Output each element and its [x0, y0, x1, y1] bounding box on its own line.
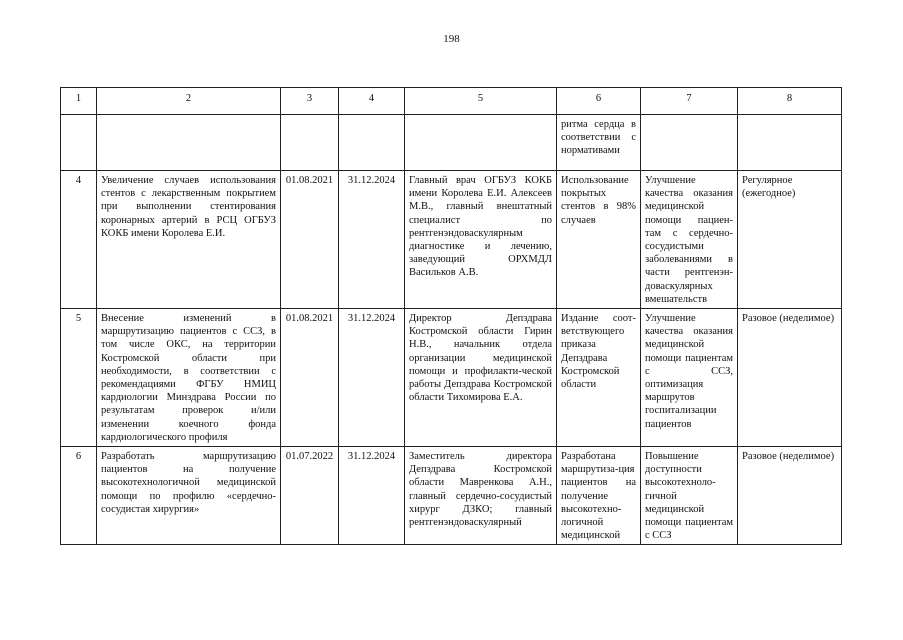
header-cell: 1 — [61, 88, 97, 115]
type-cell: Разовое (неделимое) — [738, 309, 842, 447]
table-row — [61, 171, 842, 309]
table-cell — [97, 115, 281, 171]
measure-cell: Увеличение случаев использования стентов с лекарственным покрытием при выполнении стентирования коронарных артерий в РСЦ ОГБУЗ КОКБ имени Королева Е.И. — [97, 171, 281, 309]
result-cell: ритма сердца в соответствии с нормативами — [557, 115, 641, 171]
table-cell — [61, 115, 97, 171]
type-cell: Разовое (неделимое) — [738, 447, 842, 545]
header-row — [61, 88, 842, 115]
type-cell: Регулярное (ежегодное) — [738, 171, 842, 309]
header-cell: 2 — [97, 88, 281, 115]
header-cell: 8 — [738, 88, 842, 115]
start-date-cell: 01.08.2021 — [281, 309, 339, 447]
row-number: 5 — [61, 309, 97, 447]
header-cell: 6 — [557, 88, 641, 115]
row-number: 6 — [61, 447, 97, 545]
header-cell: 7 — [641, 88, 738, 115]
header-cell: 5 — [405, 88, 557, 115]
result-cell: Разработана маршрутиза-ция пациентов на получение высокотехно-логичной медицинской — [557, 447, 641, 545]
result-cell: Использование покрытых стентов в 98% случаев — [557, 171, 641, 309]
page-number: 198 — [443, 33, 460, 45]
goal-cell: Повышение доступности высокотехноло-гичной медицинской помощи пациентам с ССЗ — [641, 447, 738, 545]
table-cell — [641, 115, 738, 171]
end-date-cell: 31.12.2024 — [339, 447, 405, 545]
start-date-cell: 01.07.2022 — [281, 447, 339, 545]
table-cell — [405, 115, 557, 171]
table-row — [61, 309, 842, 447]
start-date-cell: 01.08.2021 — [281, 171, 339, 309]
end-date-cell: 31.12.2024 — [339, 171, 405, 309]
header-cell: 4 — [339, 88, 405, 115]
responsible-cell: Директор Депздрава Костромской области Гирин Н.В., начальник отдела организации медицинской помощи и профилакти-ческой работы Депздрава Костромской области Тихомирова Е.А. — [405, 309, 557, 447]
table-row — [61, 447, 842, 545]
table-cell — [339, 115, 405, 171]
responsible-cell: Заместитель директора Депздрава Костромской области Мавренкова А.Н., главный сердечно-сосудистый хирург ДЗКО; главный рентгенэндоваскулярный — [405, 447, 557, 545]
goal-cell: Улучшение качества оказания медицинской помощи пациентам с ССЗ, оптимизация маршрутов госпитализации пациентов — [641, 309, 738, 447]
measure-cell: Разработать маршрутизацию пациентов на получение высокотехнологичной медицинской помощи по профилю «сердечно-сосудистая хирургия» — [97, 447, 281, 545]
table-cell — [281, 115, 339, 171]
row-number: 4 — [61, 171, 97, 309]
table-cell — [738, 115, 842, 171]
result-cell: Издание соот-ветствующего приказа Депздрава Костромской области — [557, 309, 641, 447]
end-date-cell: 31.12.2024 — [339, 309, 405, 447]
measures-table — [60, 87, 842, 545]
measure-cell: Внесение изменений в маршрутизацию пациентов с ССЗ, в том числе ОКС, на территории Костромской области при необходимости, в соответствии с рекомендациями ФГБУ НМИЦ кардиологии Минздрава России по результатам проверок и/или изменении коечного фонда кардиологического профиля — [97, 309, 281, 447]
continuation-row — [61, 115, 842, 171]
header-cell: 3 — [281, 88, 339, 115]
responsible-cell: Главный врач ОГБУЗ КОКБ имени Королева Е.И. Алексеев М.В., главный внештатный специалист по рентгенэндоваскулярным диагностике и лечению, заведующий ОРХМДЛ Васильков А.В. — [405, 171, 557, 309]
goal-cell: Улучшение качества оказания медицинской помощи пациен-там с сердечно-сосудистыми заболеваниями в части рентгенэн-доваскулярных вмешательств — [641, 171, 738, 309]
